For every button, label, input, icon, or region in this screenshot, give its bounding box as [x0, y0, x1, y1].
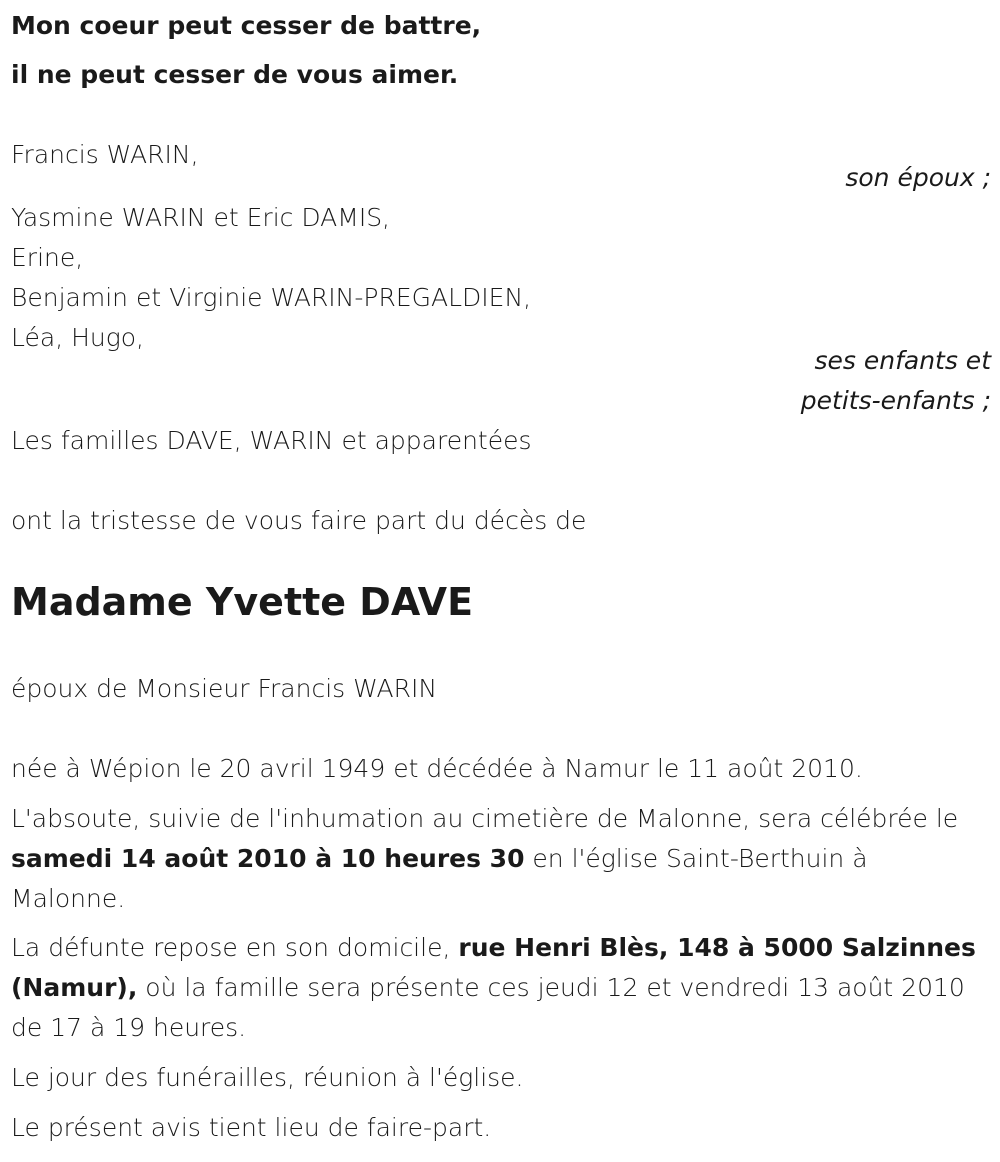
ceremony-text-after: en l'église Saint-Berthuin à Malonne. [11, 844, 868, 913]
child-line-3: Benjamin et Virginie WARIN-PREGALDIEN, [11, 283, 532, 312]
notice-line: Le présent avis tient lieu de faire-part. [11, 1113, 492, 1142]
spouse-name: Francis WARIN, [11, 140, 199, 169]
ceremony-date: samedi 14 août 2010 à 10 heures 30 [11, 844, 525, 873]
relation-line: époux de Monsieur Francis WARIN [11, 674, 438, 703]
deceased-name: Madame Yvette DAVE [11, 580, 474, 624]
spouse-role: son époux ; [845, 163, 991, 192]
rest-address: rue Henri Blès, 148 à 5000 Salzinnes (Namur), [11, 933, 976, 1002]
children-role-line-1: ses enfants et [814, 346, 991, 375]
rest-text-after: où la famille sera présente ces jeudi 12 et vendredi 13 août 2010 de 17 à 19 heures. [11, 973, 965, 1042]
birth-death-line: née à Wépion le 20 avril 1949 et décédée à Namur le 11 août 2010. [11, 754, 863, 783]
children-role-line-2: petits-enfants ; [800, 386, 991, 415]
rest-paragraph [11, 928, 986, 1048]
epigraph-line-2: il ne peut cesser de vous aimer. [11, 60, 459, 89]
child-line-1: Yasmine WARIN et Eric DAMIS, [11, 203, 391, 232]
child-line-4: Léa, Hugo, [11, 323, 144, 352]
rest-text-before: La défunte repose en son domicile, [11, 933, 459, 962]
ceremony-paragraph [11, 799, 986, 919]
ceremony-text-before: L'absoute, suivie de l'inhumation au cimetière de Malonne, sera célébrée le [11, 804, 959, 833]
child-line-2: Erine, [11, 243, 84, 272]
families-line: Les familles DAVE, WARIN et apparentées [11, 426, 532, 455]
meeting-line: Le jour des funérailles, réunion à l'église. [11, 1063, 524, 1092]
announcement-line: ont la tristesse de vous faire part du décès de [11, 506, 587, 535]
epigraph-line-1: Mon coeur peut cesser de battre, [11, 11, 482, 40]
